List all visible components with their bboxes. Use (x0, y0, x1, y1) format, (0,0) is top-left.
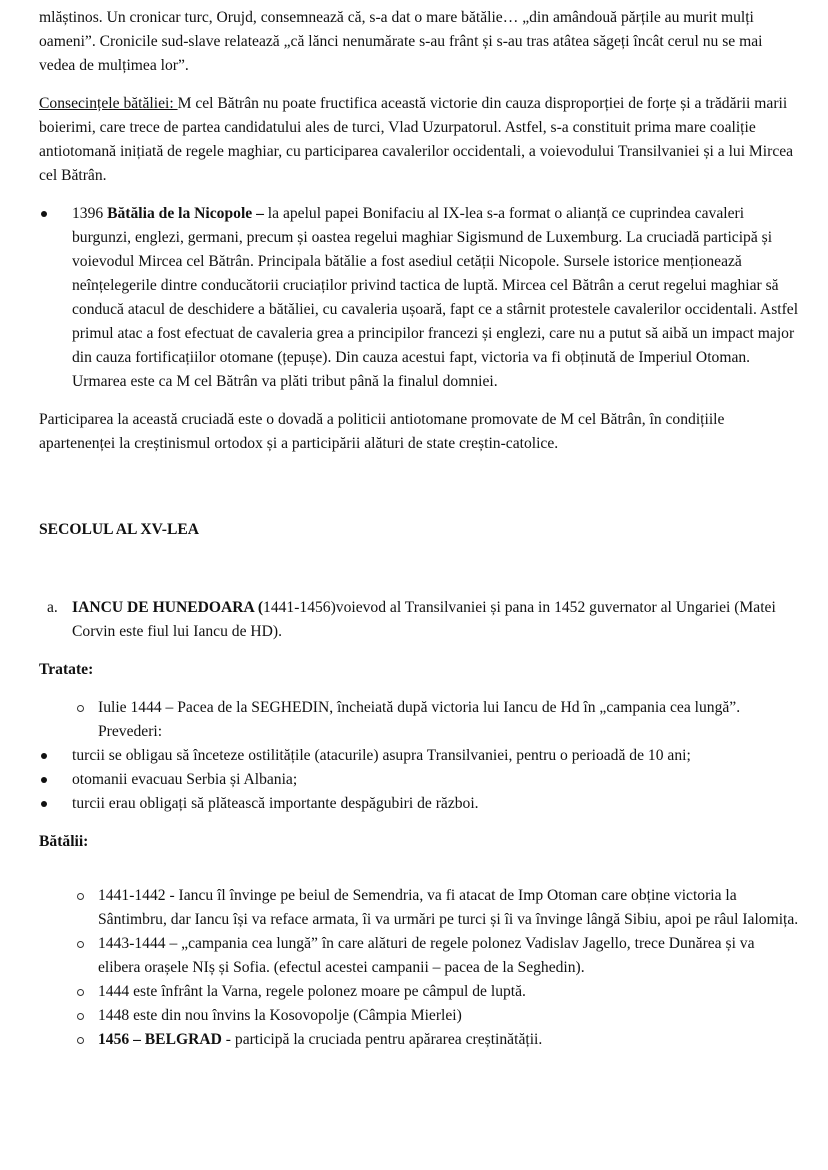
consequences-text: M cel Bătrân nu poate fructifica această victorie din cauza disproporției de forțe și a trădării marii boierimi, care trece de partea candidatului ales de turci, Vlad Uzurpatorul. Astfel, s-a constituit prima mare coaliție antiotomană inițiată de regele maghiar, cu participarea cavalerilor occidentali, a voievodului Transilvaniei și a lui Mircea cel Bătrân. (39, 95, 794, 184)
nicopole-text: la apelul papei Bonifaciu al IX-lea s-a format o alianță ce cuprindea cavaleri burgunzi, englezi, germani, precum și oastea regelui maghiar Sigismund de Luxemburg. La cruciadă participă și voievodul Mircea cel Bătrân. Principala bătălie a fost asediul cetății Nicopole. Sursele istorice menționează neînțelegerile dintre conducătorii cruciaților privind tactica de luptă. Mircea cel Bătrân a cerut regelui maghiar să conducă atacul de deschidere a bătăliei, cu cavaleria ușoară, fapt ce a stârnit protestele cavalerilor occidentali. Astfel primul atac a fost efectuat de cavaleria grea a principilor francezi și englezi, care nu a putut să aibă un impact major din cauza fortificațiilor otomane (țepușe). Din cauza acestui fapt, victoria va fi obținută de Imperiul Otoman. Urmarea este ca M cel Bătrân va plăti tribut până la finalul domniei. (72, 205, 799, 390)
circle-bullet-icon (77, 1013, 84, 1020)
circle-bullet-icon (77, 1037, 84, 1044)
seghedin-text: Iulie 1444 – Pacea de la SEGHEDIN, încheiată după victoria lui Iancu de Hd în „campania cea lungă”. Prevederi: (98, 699, 741, 740)
paragraph-participation: Participarea la această cruciadă este o dovadă a politicii antiotomane promovate de M cel Bătrân, în condițiile apartenenței la creștinismul ortodox și a participării alături de state creștin-catolice. (39, 411, 725, 452)
paragraph-consequences (39, 92, 799, 188)
iancu-name: IANCU DE HUNEDOARA ( (72, 599, 264, 616)
nicopole-list (39, 202, 799, 394)
bullet-icon (41, 801, 47, 807)
bullet-icon (41, 777, 47, 783)
bullet-icon (41, 753, 47, 759)
circle-bullet-icon (77, 893, 84, 900)
list-item-provision: turcii erau obligați să plătească importante despăgubiri de război. (39, 792, 799, 816)
list-item-nicopole (39, 202, 799, 394)
list-item-battle: 1444 este înfrânt la Varna, regele polonez moare pe câmpul de luptă. (39, 980, 799, 1004)
circle-bullet-icon (77, 941, 84, 948)
list-item-provision: otomanii evacuau Serbia și Albania; (39, 768, 799, 792)
batalii-list (39, 884, 799, 1052)
circle-bullet-icon (77, 705, 84, 712)
tratate-heading: Tratate: (39, 661, 94, 678)
list-item-provision: turcii se obligau să înceteze ostilitățile (atacurile) asupra Transilvaniei, pentru o perioadă de 10 ani; (39, 744, 799, 768)
iancu-text: 1441-1456)voievod al Transilvaniei și pana in 1452 guvernator al Ungariei (Matei Corvin este fiul lui Iancu de HD). (72, 599, 776, 640)
consequences-label: Consecințele bătăliei: (39, 95, 178, 112)
nicopole-year: 1396 (72, 205, 108, 222)
list-item-battle: 1441-1442 - Iancu îl învinge pe beiul de Semendria, va fi atacat de Imp Otoman care obține victoria la Sântimbru, dar Iancu își va reface armata, îi va urmări pe turci și îi va învinge lângă Sibiu, apoi pe râul Ialomița. (39, 884, 799, 932)
batalii-heading: Bătălii: (39, 833, 89, 850)
list-marker: a. (47, 599, 58, 616)
list-item-battle: 1448 este din nou învins la Kosovopolje (Câmpia Mierlei) (39, 1004, 799, 1028)
paragraph-battle-chronicles: mlăștinos. Un cronicar turc, Orujd, consemnează că, s-a dat o mare bătălie… „din amândouă părțile au murit mulți oameni”. Cronicile sud-slave relatează „că lănci nenumărate s-au frânt și s-au tras atâtea săgeți încât cerul nu se mai vedea de mulțimea lor”. (39, 9, 763, 74)
list-item-battle: 1443-1444 – „campania cea lungă” în care alături de regele polonez Vadislav Jagello, trece Dunărea și va elibera orașele NIș și Sofia. (efectul acestei campanii – pacea de la Seghedin). (39, 932, 799, 980)
nicopole-title: Bătălia de la Nicopole – (107, 205, 264, 222)
provisions-list (39, 744, 799, 816)
section-title: SECOLUL AL XV-LEA (39, 521, 200, 538)
list-item-seghedin (39, 696, 799, 744)
document-page (39, 6, 799, 1052)
tratate-list (39, 696, 799, 744)
list-item-iancu (39, 596, 799, 644)
list-item-battle: 1456 – BELGRAD - participă la cruciada pentru apărarea creștinătății. (39, 1028, 799, 1052)
bullet-icon (41, 211, 47, 217)
circle-bullet-icon (77, 989, 84, 996)
